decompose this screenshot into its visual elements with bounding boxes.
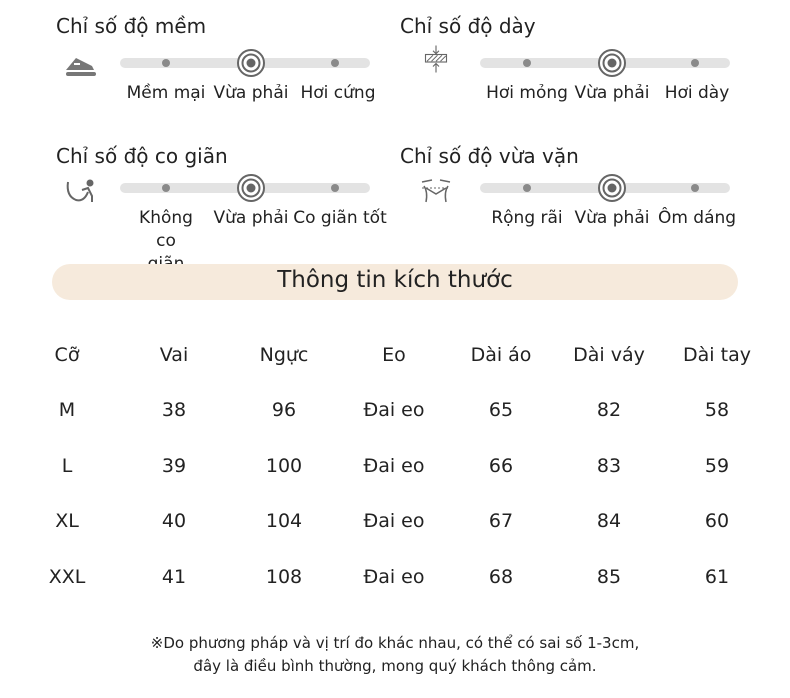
table-header: Dài áo [470,344,532,366]
banner-title: Thông tin kích thước [277,267,513,293]
slider-selected-marker [597,48,627,78]
option-label: Hơi mỏng [486,83,568,103]
table-cell: 84 [596,510,622,532]
table-cell: 67 [488,510,514,532]
slider-dot [162,59,170,67]
option-label: Rộng rãi [491,208,563,228]
table-cell: 60 [704,510,730,532]
table-cell: 39 [161,455,187,477]
table-cell: XXL [48,566,86,588]
option-label-selected: Vừa phải [574,208,650,228]
slider-dot [331,184,339,192]
option-label-selected: Vừa phải [574,83,650,103]
table-cell: 85 [596,566,622,588]
stretch-person-icon [62,176,98,206]
slider-dot [523,184,531,192]
slider-dot [691,59,699,67]
option-label: Co giãn tốt [293,208,387,228]
thickness-compress-icon [418,44,454,74]
slider-selected-marker [236,173,266,203]
attribute-title: Chỉ số độ vừa vặn [400,144,579,168]
table-cell: XL [55,510,79,532]
table-cell: Đai eo [363,399,425,421]
table-cell: 68 [488,566,514,588]
table-cell: 100 [265,455,303,477]
table-cell: 96 [271,399,297,421]
measurement-note-line-2: đây là điều bình thường, mong quý khách thông cảm. [193,657,597,675]
table-cell: Đai eo [363,455,425,477]
slider-dot [691,184,699,192]
slider-dot [331,59,339,67]
size-info-banner [52,264,738,300]
table-cell: 104 [265,510,303,532]
table-cell: Đai eo [363,566,425,588]
slider-selected-marker [597,173,627,203]
table-cell: 66 [488,455,514,477]
table-cell: 38 [161,399,187,421]
slider-dot [162,184,170,192]
option-label-selected: Vừa phải [213,208,289,228]
table-cell: L [61,455,73,477]
table-cell: M [58,399,76,421]
attribute-title: Chỉ số độ dày [400,14,536,38]
table-cell: 83 [596,455,622,477]
option-label-selected: Vừa phải [213,83,289,103]
option-label: Mềm mại [126,83,206,103]
slider-selected-marker [236,48,266,78]
table-header: Dài váy [573,344,645,366]
table-header: Dài tay [683,344,751,366]
table-cell: 82 [596,399,622,421]
table-header: Ngực [259,344,309,366]
table-cell: 59 [704,455,730,477]
fit-waist-icon [418,176,454,206]
table-cell: 108 [265,566,303,588]
table-cell: 40 [161,510,187,532]
table-header: Vai [159,344,189,366]
slider-dot [523,59,531,67]
table-cell: 41 [161,566,187,588]
table-cell: 58 [704,399,730,421]
table-cell: 65 [488,399,514,421]
table-header: Cỡ [54,344,80,366]
option-label: Hơi dày [664,83,730,103]
measurement-note-line-1: ※Do phương pháp và vị trí đo khác nhau, có thể có sai số 1-3cm, [150,634,640,652]
attribute-title: Chỉ số độ mềm [56,14,207,38]
table-cell: Đai eo [363,510,425,532]
option-label: Ôm dáng [657,208,737,228]
option-label: Không co [139,208,193,251]
attribute-title: Chỉ số độ co giãn [56,144,228,168]
table-header: Eo [382,344,406,366]
option-label: Hơi cứng [300,83,376,103]
soft-shoe-icon [62,50,98,80]
table-cell: 61 [704,566,730,588]
